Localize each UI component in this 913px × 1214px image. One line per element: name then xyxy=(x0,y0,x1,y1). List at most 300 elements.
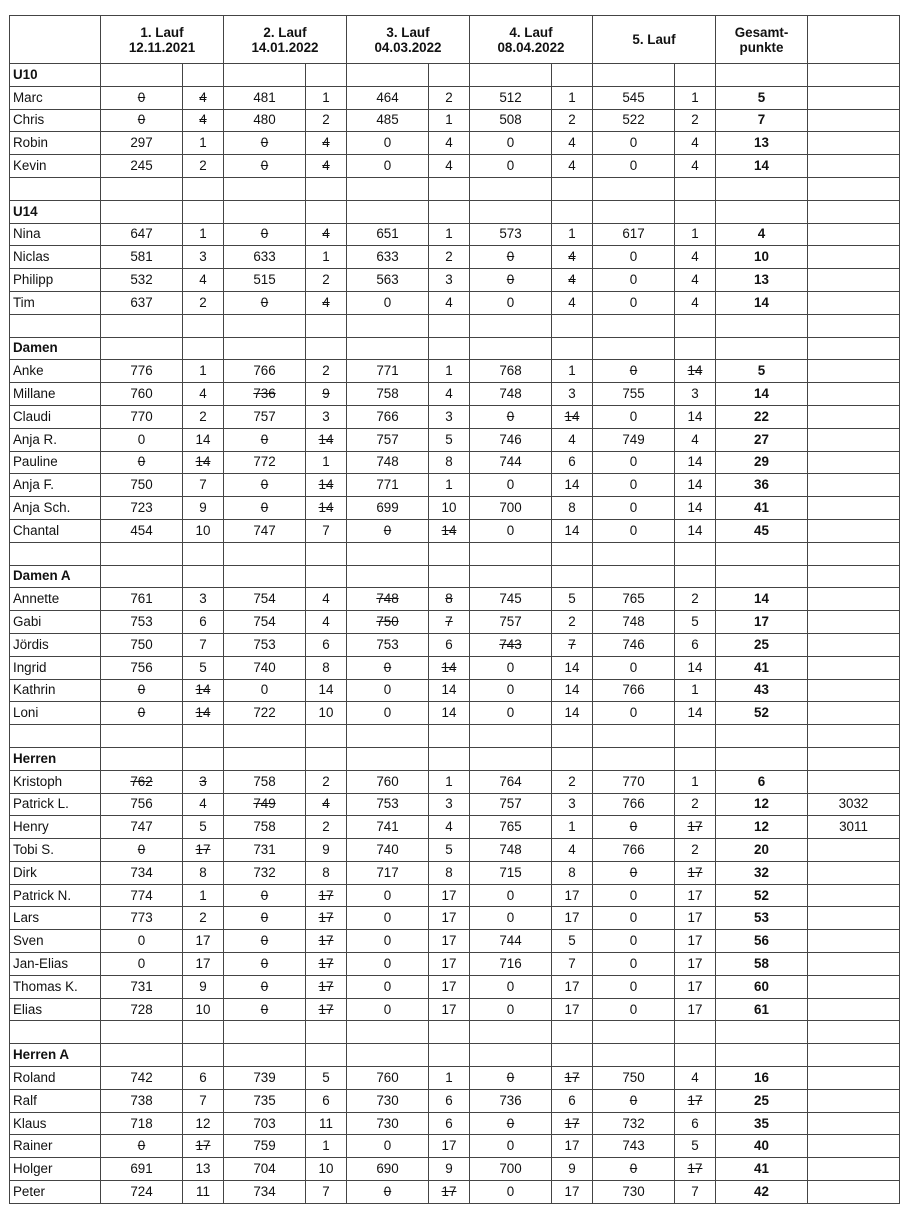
athlete-name: Lars xyxy=(10,907,101,930)
total-points-cell: 16 xyxy=(716,1067,808,1090)
empty-cell xyxy=(470,337,552,360)
place-cell: 14 xyxy=(429,519,470,542)
score-cell: 758 xyxy=(347,383,429,406)
score-cell: 731 xyxy=(224,839,306,862)
empty-cell xyxy=(306,747,347,770)
empty-cell xyxy=(429,64,470,87)
score-cell: 0 xyxy=(101,451,183,474)
score-cell: 736 xyxy=(470,1089,552,1112)
table-row xyxy=(10,998,900,1021)
place-cell: 11 xyxy=(183,1181,224,1204)
table-row xyxy=(10,1112,900,1135)
empty-cell xyxy=(716,725,808,748)
score-cell: 724 xyxy=(101,1181,183,1204)
place-cell: 17 xyxy=(675,1089,716,1112)
score-cell: 741 xyxy=(347,816,429,839)
score-cell: 732 xyxy=(593,1112,675,1135)
empty-cell xyxy=(347,542,429,565)
total-points-cell: 41 xyxy=(716,497,808,520)
empty-cell xyxy=(552,200,593,223)
score-cell: 743 xyxy=(593,1135,675,1158)
empty-cell xyxy=(101,337,183,360)
total-points-cell: 61 xyxy=(716,998,808,1021)
place-cell: 11 xyxy=(306,1112,347,1135)
empty-cell xyxy=(101,542,183,565)
place-cell: 4 xyxy=(675,428,716,451)
empty-cell xyxy=(183,1044,224,1067)
empty-cell xyxy=(675,200,716,223)
place-cell: 2 xyxy=(675,839,716,862)
table-row xyxy=(10,793,900,816)
empty-cell xyxy=(347,337,429,360)
score-cell: 0 xyxy=(593,702,675,725)
empty-cell xyxy=(347,1044,429,1067)
place-cell: 1 xyxy=(183,884,224,907)
total-points-cell: 60 xyxy=(716,975,808,998)
empty-cell xyxy=(675,337,716,360)
score-cell: 773 xyxy=(101,907,183,930)
athlete-name: Thomas K. xyxy=(10,975,101,998)
place-cell: 9 xyxy=(183,975,224,998)
empty-cell xyxy=(306,1044,347,1067)
empty-cell xyxy=(593,314,675,337)
place-cell: 4 xyxy=(306,793,347,816)
place-cell: 2 xyxy=(552,770,593,793)
table-row xyxy=(10,816,900,839)
score-cell: 760 xyxy=(101,383,183,406)
score-cell: 748 xyxy=(347,451,429,474)
place-cell: 7 xyxy=(552,953,593,976)
empty-cell xyxy=(224,177,306,200)
tiebreak-sum-cell xyxy=(808,269,900,292)
score-cell: 0 xyxy=(101,428,183,451)
place-cell: 6 xyxy=(429,1089,470,1112)
score-cell: 742 xyxy=(101,1067,183,1090)
total-points-cell: 22 xyxy=(716,405,808,428)
group-title: Damen xyxy=(10,337,101,360)
place-cell: 4 xyxy=(429,155,470,178)
group-title: Herren xyxy=(10,747,101,770)
athlete-name: Holger xyxy=(10,1158,101,1181)
table-row xyxy=(10,884,900,907)
table-row xyxy=(10,1067,900,1090)
score-cell: 0 xyxy=(347,656,429,679)
tiebreak-sum-cell xyxy=(808,223,900,246)
place-cell: 14 xyxy=(675,702,716,725)
score-cell: 740 xyxy=(347,839,429,862)
place-cell: 14 xyxy=(552,474,593,497)
empty-cell xyxy=(593,1044,675,1067)
table-row xyxy=(10,633,900,656)
table-row xyxy=(10,519,900,542)
place-cell: 8 xyxy=(183,861,224,884)
place-cell: 17 xyxy=(675,998,716,1021)
total-points-cell: 5 xyxy=(716,86,808,109)
table-row xyxy=(10,246,900,269)
empty-cell xyxy=(552,64,593,87)
tiebreak-sum-cell xyxy=(808,1181,900,1204)
athlete-name: Annette xyxy=(10,588,101,611)
empty-cell xyxy=(552,1021,593,1044)
tiebreak-sum-cell xyxy=(808,930,900,953)
empty-cell xyxy=(224,1044,306,1067)
score-cell: 731 xyxy=(101,975,183,998)
place-cell: 17 xyxy=(429,884,470,907)
table-row xyxy=(10,907,900,930)
empty-cell xyxy=(183,64,224,87)
place-cell: 7 xyxy=(183,633,224,656)
group-header-row xyxy=(10,200,900,223)
empty-cell xyxy=(429,565,470,588)
empty-cell xyxy=(347,314,429,337)
athlete-name: Philipp xyxy=(10,269,101,292)
group-title: U10 xyxy=(10,64,101,87)
empty-cell xyxy=(429,1044,470,1067)
place-cell: 5 xyxy=(429,839,470,862)
place-cell: 8 xyxy=(306,861,347,884)
score-cell: 522 xyxy=(593,109,675,132)
place-cell: 3 xyxy=(429,405,470,428)
empty-cell xyxy=(470,747,552,770)
athlete-name: Robin xyxy=(10,132,101,155)
empty-cell xyxy=(675,747,716,770)
empty-cell xyxy=(716,1021,808,1044)
table-row xyxy=(10,861,900,884)
athlete-name: Rainer xyxy=(10,1135,101,1158)
score-cell: 0 xyxy=(593,155,675,178)
run-5-header: 5. Lauf xyxy=(593,16,716,64)
table-row xyxy=(10,1181,900,1204)
place-cell: 2 xyxy=(306,816,347,839)
score-cell: 0 xyxy=(470,269,552,292)
score-cell: 758 xyxy=(224,816,306,839)
extra-header xyxy=(808,16,900,64)
score-cell: 0 xyxy=(224,998,306,1021)
empty-cell xyxy=(593,64,675,87)
place-cell: 17 xyxy=(675,1158,716,1181)
empty-cell xyxy=(429,177,470,200)
score-cell: 734 xyxy=(101,861,183,884)
score-cell: 766 xyxy=(593,839,675,862)
place-cell: 17 xyxy=(552,1181,593,1204)
place-cell: 3 xyxy=(183,770,224,793)
place-cell: 6 xyxy=(552,451,593,474)
place-cell: 4 xyxy=(183,793,224,816)
empty-cell xyxy=(808,542,900,565)
table-row xyxy=(10,86,900,109)
score-cell: 740 xyxy=(224,656,306,679)
place-cell: 7 xyxy=(183,474,224,497)
athlete-name: Kathrin xyxy=(10,679,101,702)
place-cell: 14 xyxy=(675,497,716,520)
place-cell: 2 xyxy=(552,109,593,132)
place-cell: 14 xyxy=(306,428,347,451)
total-points-cell: 20 xyxy=(716,839,808,862)
place-cell: 17 xyxy=(675,884,716,907)
score-cell: 750 xyxy=(101,633,183,656)
score-cell: 753 xyxy=(224,633,306,656)
place-cell: 2 xyxy=(306,269,347,292)
score-cell: 0 xyxy=(470,998,552,1021)
total-header: Gesamt- punkte xyxy=(716,16,808,64)
score-cell: 746 xyxy=(593,633,675,656)
place-cell: 17 xyxy=(552,1067,593,1090)
place-cell: 7 xyxy=(306,1181,347,1204)
score-cell: 563 xyxy=(347,269,429,292)
empty-cell xyxy=(347,200,429,223)
table-row xyxy=(10,839,900,862)
empty-cell xyxy=(716,542,808,565)
empty-cell xyxy=(808,1044,900,1067)
empty-cell xyxy=(429,542,470,565)
score-cell: 0 xyxy=(470,155,552,178)
place-cell: 9 xyxy=(183,497,224,520)
empty-cell xyxy=(101,1021,183,1044)
score-cell: 750 xyxy=(101,474,183,497)
empty-cell xyxy=(593,337,675,360)
total-points-cell: 14 xyxy=(716,588,808,611)
table-row xyxy=(10,1158,900,1181)
place-cell: 2 xyxy=(183,291,224,314)
total-points-cell: 41 xyxy=(716,1158,808,1181)
score-cell: 0 xyxy=(224,884,306,907)
score-cell: 480 xyxy=(224,109,306,132)
score-cell: 691 xyxy=(101,1158,183,1181)
total-points-cell: 14 xyxy=(716,291,808,314)
score-cell: 647 xyxy=(101,223,183,246)
table-row xyxy=(10,428,900,451)
empty-cell xyxy=(224,337,306,360)
athlete-name: Sven xyxy=(10,930,101,953)
score-cell: 0 xyxy=(347,1135,429,1158)
score-cell: 0 xyxy=(593,132,675,155)
total-points-cell: 7 xyxy=(716,109,808,132)
athlete-name: Jan-Elias xyxy=(10,953,101,976)
total-points-cell: 58 xyxy=(716,953,808,976)
total-points-cell: 25 xyxy=(716,1089,808,1112)
tiebreak-sum-cell xyxy=(808,1135,900,1158)
total-points-cell: 40 xyxy=(716,1135,808,1158)
score-cell: 0 xyxy=(347,155,429,178)
empty-cell xyxy=(183,200,224,223)
score-cell: 722 xyxy=(224,702,306,725)
tiebreak-sum-cell xyxy=(808,588,900,611)
place-cell: 3 xyxy=(552,383,593,406)
score-cell: 0 xyxy=(347,132,429,155)
score-cell: 0 xyxy=(470,1112,552,1135)
score-cell: 735 xyxy=(224,1089,306,1112)
place-cell: 4 xyxy=(675,269,716,292)
empty-cell xyxy=(10,725,101,748)
table-row xyxy=(10,702,900,725)
score-cell: 0 xyxy=(593,975,675,998)
empty-cell xyxy=(347,177,429,200)
athlete-name: Millane xyxy=(10,383,101,406)
empty-cell xyxy=(306,565,347,588)
place-cell: 5 xyxy=(675,1135,716,1158)
score-cell: 757 xyxy=(470,793,552,816)
score-cell: 617 xyxy=(593,223,675,246)
empty-cell xyxy=(101,314,183,337)
place-cell: 4 xyxy=(306,291,347,314)
score-cell: 748 xyxy=(593,611,675,634)
score-cell: 515 xyxy=(224,269,306,292)
score-cell: 485 xyxy=(347,109,429,132)
table-row xyxy=(10,383,900,406)
empty-cell xyxy=(716,747,808,770)
score-cell: 743 xyxy=(470,633,552,656)
score-cell: 771 xyxy=(347,360,429,383)
score-cell: 0 xyxy=(470,884,552,907)
tiebreak-sum-cell xyxy=(808,975,900,998)
total-points-cell: 52 xyxy=(716,702,808,725)
group-header-row xyxy=(10,1044,900,1067)
table-row xyxy=(10,1135,900,1158)
place-cell: 7 xyxy=(183,1089,224,1112)
score-cell: 760 xyxy=(347,1067,429,1090)
place-cell: 17 xyxy=(183,953,224,976)
athlete-name: Klaus xyxy=(10,1112,101,1135)
empty-cell xyxy=(306,200,347,223)
score-cell: 0 xyxy=(470,519,552,542)
place-cell: 14 xyxy=(675,474,716,497)
score-cell: 732 xyxy=(224,861,306,884)
place-cell: 4 xyxy=(306,132,347,155)
athlete-name: Nina xyxy=(10,223,101,246)
empty-cell xyxy=(593,1021,675,1044)
place-cell: 4 xyxy=(306,155,347,178)
place-cell: 17 xyxy=(429,907,470,930)
place-cell: 17 xyxy=(306,884,347,907)
score-cell: 0 xyxy=(347,907,429,930)
total-points-cell: 29 xyxy=(716,451,808,474)
score-cell: 728 xyxy=(101,998,183,1021)
score-cell: 759 xyxy=(224,1135,306,1158)
tiebreak-sum-cell xyxy=(808,1112,900,1135)
place-cell: 8 xyxy=(429,861,470,884)
place-cell: 5 xyxy=(183,816,224,839)
total-points-cell: 12 xyxy=(716,793,808,816)
place-cell: 6 xyxy=(429,633,470,656)
tiebreak-sum-cell xyxy=(808,428,900,451)
place-cell: 4 xyxy=(552,132,593,155)
empty-cell xyxy=(306,314,347,337)
place-cell: 5 xyxy=(429,428,470,451)
score-cell: 760 xyxy=(347,770,429,793)
score-cell: 0 xyxy=(101,1135,183,1158)
empty-cell xyxy=(347,725,429,748)
tiebreak-sum-cell xyxy=(808,519,900,542)
place-cell: 14 xyxy=(552,656,593,679)
athlete-name: Anke xyxy=(10,360,101,383)
empty-cell xyxy=(808,314,900,337)
empty-cell xyxy=(716,64,808,87)
empty-cell xyxy=(808,177,900,200)
score-cell: 532 xyxy=(101,269,183,292)
empty-cell xyxy=(593,200,675,223)
place-cell: 3 xyxy=(429,793,470,816)
score-cell: 0 xyxy=(593,1158,675,1181)
empty-cell xyxy=(470,314,552,337)
tiebreak-sum-cell xyxy=(808,155,900,178)
empty-cell xyxy=(306,725,347,748)
tiebreak-sum-cell xyxy=(808,702,900,725)
athlete-name: Dirk xyxy=(10,861,101,884)
place-cell: 17 xyxy=(429,975,470,998)
place-cell: 5 xyxy=(183,656,224,679)
athlete-name: Ralf xyxy=(10,1089,101,1112)
score-cell: 0 xyxy=(593,1089,675,1112)
tiebreak-sum-cell xyxy=(808,1089,900,1112)
table-row xyxy=(10,1089,900,1112)
place-cell: 1 xyxy=(675,679,716,702)
place-cell: 17 xyxy=(183,930,224,953)
place-cell: 5 xyxy=(306,1067,347,1090)
place-cell: 14 xyxy=(306,497,347,520)
place-cell: 2 xyxy=(306,360,347,383)
empty-cell xyxy=(224,314,306,337)
score-cell: 736 xyxy=(224,383,306,406)
place-cell: 9 xyxy=(306,839,347,862)
score-cell: 770 xyxy=(593,770,675,793)
score-cell: 454 xyxy=(101,519,183,542)
place-cell: 1 xyxy=(306,86,347,109)
athlete-name: Henry xyxy=(10,816,101,839)
score-cell: 581 xyxy=(101,246,183,269)
place-cell: 14 xyxy=(675,656,716,679)
table-row xyxy=(10,360,900,383)
place-cell: 6 xyxy=(675,633,716,656)
place-cell: 4 xyxy=(675,155,716,178)
total-points-cell: 6 xyxy=(716,770,808,793)
score-cell: 770 xyxy=(101,405,183,428)
score-cell: 746 xyxy=(470,428,552,451)
total-points-cell: 10 xyxy=(716,246,808,269)
place-cell: 1 xyxy=(675,223,716,246)
table-row xyxy=(10,109,900,132)
score-cell: 744 xyxy=(470,930,552,953)
empty-cell xyxy=(183,542,224,565)
empty-cell xyxy=(552,337,593,360)
empty-cell xyxy=(593,565,675,588)
run-4-header: 4. Lauf 08.04.2022 xyxy=(470,16,593,64)
spacer-row xyxy=(10,725,900,748)
run-3-header: 3. Lauf 04.03.2022 xyxy=(347,16,470,64)
score-cell: 0 xyxy=(470,907,552,930)
score-cell: 700 xyxy=(470,1158,552,1181)
place-cell: 14 xyxy=(552,519,593,542)
tiebreak-sum-cell xyxy=(808,633,900,656)
empty-cell xyxy=(470,200,552,223)
score-cell: 765 xyxy=(470,816,552,839)
athlete-name: Jördis xyxy=(10,633,101,656)
score-cell: 512 xyxy=(470,86,552,109)
score-cell: 0 xyxy=(470,246,552,269)
place-cell: 17 xyxy=(552,998,593,1021)
score-cell: 0 xyxy=(593,360,675,383)
empty-cell xyxy=(593,542,675,565)
place-cell: 1 xyxy=(429,360,470,383)
place-cell: 6 xyxy=(429,1112,470,1135)
place-cell: 1 xyxy=(306,1135,347,1158)
score-cell: 0 xyxy=(224,474,306,497)
score-cell: 0 xyxy=(101,679,183,702)
empty-cell xyxy=(183,565,224,588)
place-cell: 14 xyxy=(429,702,470,725)
empty-cell xyxy=(716,200,808,223)
score-cell: 0 xyxy=(470,291,552,314)
group-header-row xyxy=(10,747,900,770)
